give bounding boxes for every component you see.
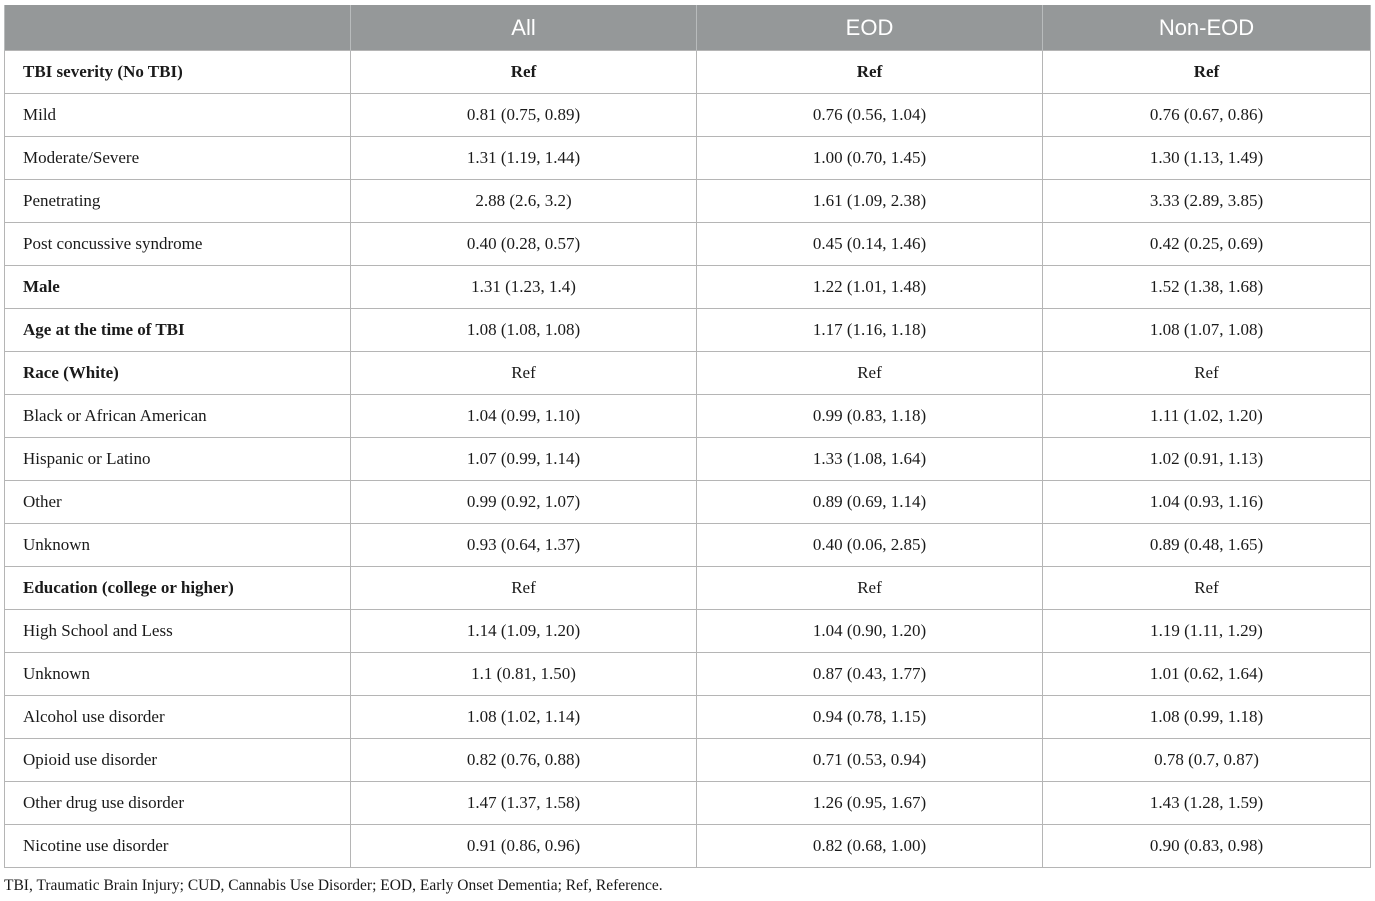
non-eod-value-cell: Ref — [1043, 567, 1371, 610]
eod-value-cell: 0.45 (0.14, 1.46) — [697, 223, 1043, 266]
row-label-cell: Moderate/Severe — [5, 137, 351, 180]
non-eod-value-cell: 1.52 (1.38, 1.68) — [1043, 266, 1371, 309]
all-value-cell: 1.08 (1.08, 1.08) — [351, 309, 697, 352]
all-value-cell: 0.40 (0.28, 0.57) — [351, 223, 697, 266]
all-value-cell: Ref — [351, 352, 697, 395]
table-row — [5, 223, 1371, 266]
non-eod-value-cell: 0.89 (0.48, 1.65) — [1043, 524, 1371, 567]
eod-value-cell: 1.17 (1.16, 1.18) — [697, 309, 1043, 352]
row-label-cell: Black or African American — [5, 395, 351, 438]
table-row — [5, 180, 1371, 223]
table-row — [5, 739, 1371, 782]
eod-value-cell: 0.82 (0.68, 1.00) — [697, 825, 1043, 868]
table-row — [5, 825, 1371, 868]
all-value-cell: Ref — [351, 567, 697, 610]
eod-value-cell: 1.04 (0.90, 1.20) — [697, 610, 1043, 653]
all-value-cell: 1.04 (0.99, 1.10) — [351, 395, 697, 438]
all-value-cell: 0.82 (0.76, 0.88) — [351, 739, 697, 782]
row-label-cell: High School and Less — [5, 610, 351, 653]
all-value-cell: 2.88 (2.6, 3.2) — [351, 180, 697, 223]
all-value-cell: 0.99 (0.92, 1.07) — [351, 481, 697, 524]
all-value-cell: Ref — [351, 51, 697, 94]
non-eod-value-cell: 1.19 (1.11, 1.29) — [1043, 610, 1371, 653]
table-row — [5, 266, 1371, 309]
row-label-cell: Alcohol use disorder — [5, 696, 351, 739]
table-row — [5, 524, 1371, 567]
non-eod-value-cell: 0.76 (0.67, 0.86) — [1043, 94, 1371, 137]
row-label-cell: Unknown — [5, 653, 351, 696]
table-row — [5, 137, 1371, 180]
results-table — [4, 5, 1371, 868]
table-row — [5, 94, 1371, 137]
row-label-cell: Other — [5, 481, 351, 524]
eod-value-cell: 0.76 (0.56, 1.04) — [697, 94, 1043, 137]
table-row — [5, 653, 1371, 696]
non-eod-value-cell: 1.11 (1.02, 1.20) — [1043, 395, 1371, 438]
eod-value-cell: 0.71 (0.53, 0.94) — [697, 739, 1043, 782]
row-label-cell: Education (college or higher) — [5, 567, 351, 610]
non-eod-value-cell: 1.02 (0.91, 1.13) — [1043, 438, 1371, 481]
non-eod-value-cell: 1.04 (0.93, 1.16) — [1043, 481, 1371, 524]
row-label-cell: TBI severity (No TBI) — [5, 51, 351, 94]
non-eod-value-cell: 0.90 (0.83, 0.98) — [1043, 825, 1371, 868]
all-value-cell: 1.47 (1.37, 1.58) — [351, 782, 697, 825]
header-cell-non-eod: Non-EOD — [1043, 5, 1371, 51]
all-value-cell: 1.08 (1.02, 1.14) — [351, 696, 697, 739]
table-row — [5, 481, 1371, 524]
header-cell-eod: EOD — [697, 5, 1043, 51]
table-row — [5, 51, 1371, 94]
all-value-cell: 1.07 (0.99, 1.14) — [351, 438, 697, 481]
eod-value-cell: 1.22 (1.01, 1.48) — [697, 266, 1043, 309]
table-footnote: TBI, Traumatic Brain Injury; CUD, Cannabis Use Disorder; EOD, Early Onset Dementia; Ref, Reference. — [4, 877, 663, 894]
table-body — [5, 51, 1371, 868]
all-value-cell: 0.81 (0.75, 0.89) — [351, 94, 697, 137]
non-eod-value-cell: 1.30 (1.13, 1.49) — [1043, 137, 1371, 180]
eod-value-cell: Ref — [697, 51, 1043, 94]
table-row — [5, 438, 1371, 481]
non-eod-value-cell: 0.78 (0.7, 0.87) — [1043, 739, 1371, 782]
row-label-cell: Age at the time of TBI — [5, 309, 351, 352]
eod-value-cell: 0.87 (0.43, 1.77) — [697, 653, 1043, 696]
row-label-cell: Penetrating — [5, 180, 351, 223]
all-value-cell: 0.91 (0.86, 0.96) — [351, 825, 697, 868]
row-label-cell: Race (White) — [5, 352, 351, 395]
non-eod-value-cell: Ref — [1043, 352, 1371, 395]
eod-value-cell: 1.33 (1.08, 1.64) — [697, 438, 1043, 481]
table-row — [5, 696, 1371, 739]
non-eod-value-cell: 0.42 (0.25, 0.69) — [1043, 223, 1371, 266]
row-label-cell: Post concussive syndrome — [5, 223, 351, 266]
header-cell-label — [5, 5, 351, 51]
all-value-cell: 1.31 (1.23, 1.4) — [351, 266, 697, 309]
eod-value-cell: 1.00 (0.70, 1.45) — [697, 137, 1043, 180]
row-label-cell: Mild — [5, 94, 351, 137]
row-label-cell: Unknown — [5, 524, 351, 567]
all-value-cell: 1.31 (1.19, 1.44) — [351, 137, 697, 180]
non-eod-value-cell: 1.01 (0.62, 1.64) — [1043, 653, 1371, 696]
table-row — [5, 782, 1371, 825]
eod-value-cell: Ref — [697, 567, 1043, 610]
table-row — [5, 610, 1371, 653]
non-eod-value-cell: 1.08 (1.07, 1.08) — [1043, 309, 1371, 352]
table-row — [5, 352, 1371, 395]
non-eod-value-cell: 1.43 (1.28, 1.59) — [1043, 782, 1371, 825]
eod-value-cell: 0.94 (0.78, 1.15) — [697, 696, 1043, 739]
header-row — [5, 5, 1371, 51]
row-label-cell: Nicotine use disorder — [5, 825, 351, 868]
all-value-cell: 0.93 (0.64, 1.37) — [351, 524, 697, 567]
row-label-cell: Male — [5, 266, 351, 309]
eod-value-cell: 0.89 (0.69, 1.14) — [697, 481, 1043, 524]
table-header — [5, 5, 1371, 51]
header-cell-all: All — [351, 5, 697, 51]
table-row — [5, 309, 1371, 352]
all-value-cell: 1.14 (1.09, 1.20) — [351, 610, 697, 653]
non-eod-value-cell: 1.08 (0.99, 1.18) — [1043, 696, 1371, 739]
eod-value-cell: 1.61 (1.09, 2.38) — [697, 180, 1043, 223]
eod-value-cell: 1.26 (0.95, 1.67) — [697, 782, 1043, 825]
non-eod-value-cell: Ref — [1043, 51, 1371, 94]
eod-value-cell: Ref — [697, 352, 1043, 395]
eod-value-cell: 0.40 (0.06, 2.85) — [697, 524, 1043, 567]
row-label-cell: Opioid use disorder — [5, 739, 351, 782]
non-eod-value-cell: 3.33 (2.89, 3.85) — [1043, 180, 1371, 223]
eod-value-cell: 0.99 (0.83, 1.18) — [697, 395, 1043, 438]
table-row — [5, 395, 1371, 438]
table-row — [5, 567, 1371, 610]
row-label-cell: Hispanic or Latino — [5, 438, 351, 481]
row-label-cell: Other drug use disorder — [5, 782, 351, 825]
all-value-cell: 1.1 (0.81, 1.50) — [351, 653, 697, 696]
